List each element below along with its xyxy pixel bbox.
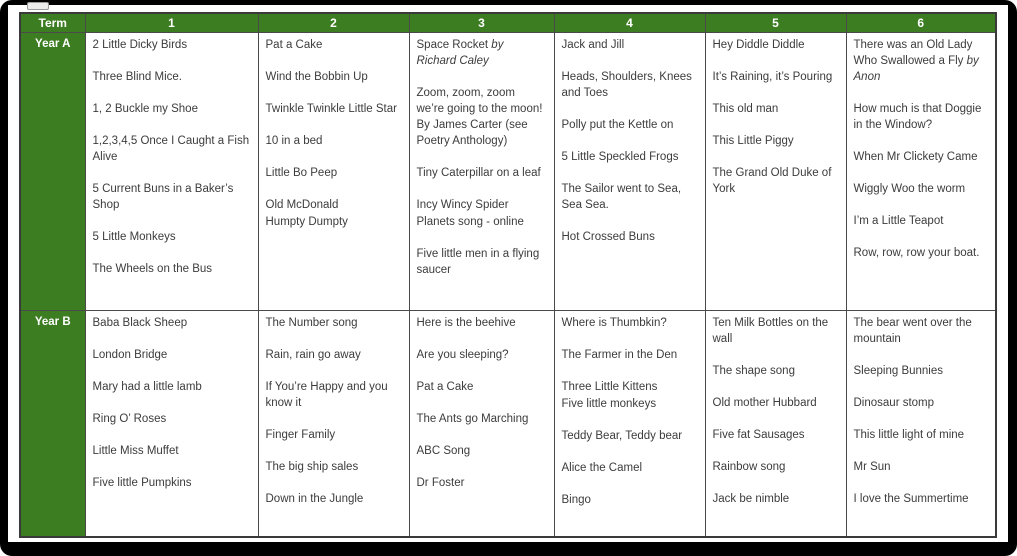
rhyme-text: Little Bo Peep [265, 166, 338, 179]
rhyme-item [562, 181, 697, 213]
rhyme-text: Here is the beehive [416, 316, 516, 329]
rhyme-item [266, 214, 401, 230]
rhyme-item [854, 315, 988, 347]
rhyme-item [854, 363, 988, 379]
rhymes-cell [705, 32, 846, 310]
rhyme-text: 1,2,3,4,5 Once I Caught a Fish Alive [92, 134, 250, 163]
rhyme-item [417, 197, 546, 213]
rhyme-text: 2 Little Dicky Birds [92, 38, 188, 51]
rhyme-text: Heads, Shoulders, Knees and Toes [561, 70, 692, 99]
rhyme-item [713, 459, 838, 475]
rhymes-planning-table [19, 12, 997, 538]
rhyme-item [266, 69, 401, 85]
rhyme-text: Zoom, zoom, zoom we’re going to the moon! By James Carter (see Poetry Anthology) [416, 86, 543, 147]
rhymes-cell [258, 310, 409, 537]
rhyme-item [417, 85, 546, 149]
term-number-header: 3 [409, 13, 554, 32]
rhyme-text: Humpty Dumpty [265, 216, 348, 229]
rhyme-text: How much is that Doggie in the Window? [853, 102, 982, 131]
rhyme-item [562, 229, 697, 245]
rhyme-text: The Farmer in the Den [561, 348, 678, 361]
rhyme-text: This old man [712, 102, 779, 115]
rhyme-text: Old mother Hubbard [712, 396, 817, 409]
rhyme-item [854, 181, 988, 197]
row-label-year-a: Year A [20, 32, 85, 310]
rhyme-text: Are you sleeping? [416, 348, 509, 361]
rhyme-text: The big ship sales [265, 460, 359, 473]
rhyme-text: Dr Foster [416, 476, 465, 489]
rhyme-item [854, 149, 988, 165]
term-number-header: 4 [554, 13, 705, 32]
rhyme-item [266, 133, 401, 149]
rhyme-item [93, 379, 250, 395]
rhyme-item [266, 101, 401, 117]
rhymes-cell [85, 32, 258, 310]
rhyme-item [562, 347, 697, 363]
rhyme-text: ABC Song [416, 444, 471, 457]
rhyme-item [266, 197, 401, 213]
rhyme-text: Polly put the Kettle on [561, 118, 674, 131]
rhyme-text: The Grand Old Duke of York [712, 166, 832, 195]
rhyme-item [562, 379, 697, 395]
header-row [20, 13, 996, 32]
rhyme-text: Row, row, row your boat. [853, 247, 980, 260]
rhyme-text: 5 Current Buns in a Baker’s Shop [92, 182, 234, 212]
rhyme-text: Little Miss Muffet [92, 444, 179, 457]
rhyme-text: Baba Black Sheep [92, 316, 188, 329]
rhyme-item [854, 459, 988, 475]
rhyme-text: Space Rocket [416, 38, 492, 51]
rhymes-cell [554, 32, 705, 310]
rhyme-text: 10 in a bed [265, 134, 323, 147]
rhyme-item [562, 69, 697, 101]
rhyme-text: Finger Family [265, 428, 336, 441]
document-page [8, 5, 1008, 542]
rhyme-text: Five little Pumpkins [92, 476, 192, 489]
rhyme-item [713, 101, 838, 117]
rhyme-item [417, 214, 546, 230]
rhyme-text: I love the Summertime [853, 493, 969, 506]
rhyme-item [93, 475, 250, 491]
rhyme-text: Tiny Caterpillar on a leaf [416, 167, 541, 180]
rhyme-text: The Wheels on the Bus [92, 263, 213, 276]
rhyme-text: This Little Piggy [712, 134, 794, 147]
rhyme-text: Mr Sun [853, 460, 891, 473]
rhyme-item [713, 315, 838, 347]
rhyme-text: Pat a Cake [265, 38, 323, 51]
rhyme-text: Mary had a little lamb [92, 380, 202, 393]
rhyme-text: 5 Little Speckled Frogs [561, 150, 679, 163]
rhyme-text: Bingo [561, 494, 591, 507]
table-row [20, 310, 996, 537]
rhyme-item [417, 475, 546, 491]
table-header [20, 13, 996, 32]
rhyme-item [93, 411, 250, 427]
rhyme-item [93, 443, 250, 459]
rhyme-item [93, 347, 250, 363]
term-number-header: 5 [705, 13, 846, 32]
rhyme-text: Five little monkeys [561, 397, 657, 410]
rhyme-item [417, 443, 546, 459]
rhyme-text: Old McDonald [265, 198, 339, 211]
rhyme-item [713, 37, 838, 53]
rhyme-text: Ring O’ Roses [92, 412, 167, 425]
rhymes-cell [258, 32, 409, 310]
rhymes-cell [409, 310, 554, 537]
rhyme-item [854, 427, 988, 443]
rhyme-text: The Sailor went to Sea, Sea Sea. [561, 182, 682, 212]
term-header: Term [20, 13, 85, 32]
rhyme-text: Pat a Cake [416, 380, 474, 393]
rhyme-text: Teddy Bear, Teddy bear [561, 429, 683, 442]
rhyme-text: Rainbow song [712, 460, 786, 473]
rhyme-item [854, 395, 988, 411]
rhyme-item [562, 149, 697, 165]
rhyme-item [713, 427, 838, 443]
term-number-header: 6 [846, 13, 996, 32]
rhyme-text: Twinkle Twinkle Little Star [265, 102, 397, 115]
rhyme-text: Rain, rain go away [265, 348, 361, 361]
rhyme-item [562, 315, 697, 331]
rhyme-item [854, 245, 988, 261]
table-row [20, 32, 996, 310]
rhyme-text: Five fat Sausages [712, 428, 805, 441]
corner-tab [27, 2, 49, 10]
rhyme-item [562, 396, 697, 412]
rhyme-item [93, 261, 250, 277]
rhyme-text: The Number song [265, 316, 358, 329]
rhyme-text: Wiggly Woo the worm [853, 183, 966, 196]
rhyme-item [854, 37, 988, 85]
rhyme-text: Jack and Jill [561, 38, 625, 51]
rhyme-text: Hot Crossed Buns [561, 231, 655, 244]
rhyme-text: The shape song [712, 364, 795, 377]
rhyme-text: Where is Thumbkin? [561, 316, 667, 329]
rhyme-item [93, 315, 250, 331]
rhyme-item [713, 363, 838, 379]
rhyme-text: Hey Diddle Diddle [712, 38, 805, 51]
rhyme-item [266, 379, 401, 411]
rhyme-item [417, 246, 546, 278]
rhyme-item [93, 101, 250, 117]
rhyme-item [713, 491, 838, 507]
rhyme-item [713, 133, 838, 149]
term-number-header: 2 [258, 13, 409, 32]
rhyme-item [93, 69, 250, 85]
rhymes-cell [409, 32, 554, 310]
rhyme-text: London Bridge [92, 348, 168, 361]
rhyme-text: Planets song - online [416, 216, 524, 229]
rhymes-cell [846, 310, 996, 537]
rhyme-item [266, 459, 401, 475]
rhyme-item [562, 428, 697, 444]
rhyme-item [854, 213, 988, 229]
rhyme-text: Sleeping Bunnies [853, 364, 944, 377]
rhyme-text: Incy Wincy Spider [416, 199, 509, 212]
rhyme-item [854, 491, 988, 507]
rhyme-item [562, 37, 697, 53]
rhyme-text: Jack be nimble [712, 493, 790, 506]
rhyme-item [93, 37, 250, 53]
rhyme-item [266, 347, 401, 363]
term-number-header: 1 [85, 13, 258, 32]
rhymes-cell [705, 310, 846, 537]
rhyme-item [417, 315, 546, 331]
rhymes-cell [846, 32, 996, 310]
rhyme-text: I’m a Little Teapot [853, 215, 944, 228]
rhyme-item [266, 315, 401, 331]
rhyme-text: Three Little Kittens [561, 380, 658, 393]
rhyme-item [417, 411, 546, 427]
rhyme-text: Down in the Jungle [265, 493, 364, 506]
rhyme-item [266, 37, 401, 53]
rhyme-item [562, 460, 697, 476]
rhyme-item [713, 395, 838, 411]
rhyme-item [713, 69, 838, 85]
rhyme-text: There was an Old Lady Who Swallowed a Fly [853, 38, 973, 67]
rhyme-author-italic: by Anon [853, 54, 979, 83]
rhyme-text: 5 Little Monkeys [92, 231, 176, 244]
rhyme-item [417, 37, 546, 69]
rhyme-text: Five little men in a flying saucer [416, 248, 540, 277]
rhyme-text: Alice the Camel [561, 461, 643, 474]
rhyme-item [266, 165, 401, 181]
rhyme-item [93, 229, 250, 245]
rhyme-item [266, 491, 401, 507]
rhyme-item [854, 101, 988, 133]
rhyme-item [713, 165, 838, 197]
row-label-year-b: Year B [20, 310, 85, 537]
rhyme-text: Three Blind Mice. [92, 70, 182, 83]
rhyme-text: Dinosaur stomp [853, 396, 935, 409]
rhyme-item [266, 427, 401, 443]
rhymes-cell [554, 310, 705, 537]
rhymes-cell [85, 310, 258, 537]
table-body [20, 32, 996, 537]
rhyme-item [562, 492, 697, 508]
rhyme-item [417, 165, 546, 181]
rhyme-text: Wind the Bobbin Up [265, 70, 368, 83]
rhyme-item [93, 181, 250, 213]
rhyme-text: 1, 2 Buckle my Shoe [92, 102, 198, 115]
rhyme-text: The bear went over the mountain [853, 316, 972, 345]
rhyme-text: If You’re Happy and you know it [265, 380, 388, 409]
rhyme-text: When Mr Clickety Came [853, 150, 978, 163]
rhyme-text: The Ants go Marching [416, 412, 529, 425]
rhyme-item [417, 379, 546, 395]
rhyme-text: This little light of mine [853, 428, 965, 441]
rhyme-text: It’s Raining, it’s Pouring [712, 70, 833, 83]
rhyme-item [93, 133, 250, 165]
rhyme-item [417, 347, 546, 363]
rhyme-author-italic: by Richard Caley [416, 38, 504, 67]
rhyme-item [562, 117, 697, 133]
rhyme-text: Ten Milk Bottles on the wall [712, 316, 829, 345]
